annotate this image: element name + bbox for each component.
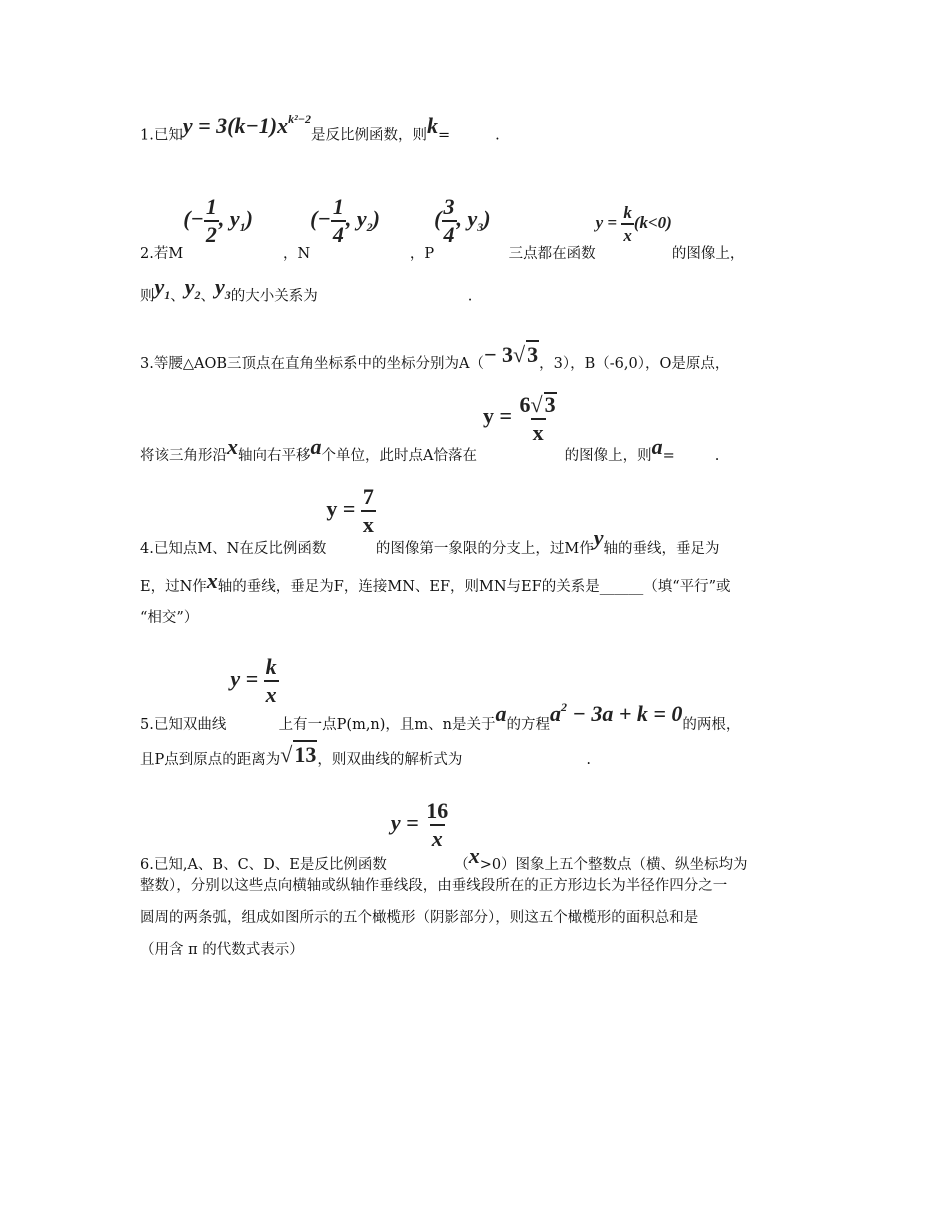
formula-a: a xyxy=(310,434,322,459)
formula-y-equals-k-over-x: y = $\frac{k}{x}$ (k<0) xyxy=(595,203,672,246)
question-5-text-e: 且P点到原点的距离为 xyxy=(140,752,281,768)
question-4-line-2 xyxy=(140,568,731,596)
question-2-text-d: 则 xyxy=(140,288,155,305)
question-2-text-c: 的图像上， xyxy=(671,246,745,263)
formula-y-equals-7-over-x: y = $\frac{7}{x}$ xyxy=(326,484,374,537)
question-2-sep-2: 、 xyxy=(200,288,216,305)
question-2-period: . xyxy=(467,288,473,305)
formula-point-n: (− $\frac{1}{4}$ , $y_2$) xyxy=(310,194,380,247)
question-2-line-2 xyxy=(140,274,472,306)
question-4-text-a: 4.已知点M、N在反比例函数 xyxy=(140,541,327,557)
question-5-text-a: 5.已知双曲线 xyxy=(140,717,227,733)
question-1-line xyxy=(140,112,500,145)
question-6-text-d: 整数），分别以这些点向横轴或纵轴作垂线段，由垂线段所在的正方形边长为半径作四分之一 xyxy=(140,878,728,894)
question-3-text-b: ，3），B（-6,0），O是原点， xyxy=(539,356,730,372)
formula-y-equals-16-over-x: y = $\frac{16}{x}$ xyxy=(390,798,449,851)
question-4-text-c: 轴的垂线，垂足为 xyxy=(603,541,720,557)
question-2-comma-p: ，P xyxy=(409,246,435,263)
question-5-text-c: 的方程 xyxy=(506,717,551,733)
question-5-text-b: 上有一点P(m,n)，且m、n是关于 xyxy=(278,717,496,733)
formula-sqrt-13: √13 xyxy=(280,742,317,767)
question-2-line-1 xyxy=(140,196,744,263)
question-1-text-b: 是反比例函数，则 xyxy=(311,127,428,144)
question-4-text-e: 轴的垂线，垂足为F，连接MN、EF，则MN与EF的关系是______（填“平行”或 xyxy=(217,579,731,595)
question-6-line-2 xyxy=(140,874,727,895)
question-1-text-a: 1.已知 xyxy=(140,127,183,144)
question-6-line-1 xyxy=(140,800,748,874)
formula-k: k xyxy=(427,112,439,138)
question-3-period: . xyxy=(714,448,720,464)
formula-x-axis: x xyxy=(206,568,218,593)
formula-y: y xyxy=(593,525,604,550)
question-3-text-d: 轴向右平移 xyxy=(238,448,311,464)
question-6-text-b: （ xyxy=(454,857,469,873)
formula-y3: $y_3$ xyxy=(215,274,231,302)
question-2-text-e: 的大小关系为 xyxy=(230,288,318,305)
question-3-text-f: 的图像上，则 xyxy=(564,448,652,464)
question-6-line-3 xyxy=(140,906,698,927)
question-5-period: . xyxy=(586,752,591,768)
question-3-equals: = xyxy=(662,448,675,464)
question-3-line-1 xyxy=(140,340,729,373)
formula-x: x xyxy=(227,434,238,459)
formula-y-equals-6-sqrt3-over-x: y = $\frac{6√3}{x}$ xyxy=(482,392,556,445)
question-4-text-f: “相交”） xyxy=(140,610,199,626)
question-5-line-1 xyxy=(140,656,740,734)
formula-y2: $y_2$ xyxy=(184,274,201,302)
question-3-text-a: 3.等腰△AOB三顶点在直角坐标系中的坐标分别为A（ xyxy=(140,356,484,372)
question-3-line-2 xyxy=(140,392,719,465)
formula-x-positive: x xyxy=(468,843,480,868)
question-6-text-a: 6.已知,A、B、C、D、E是反比例函数 xyxy=(140,857,387,873)
formula-y1: $y_1$ xyxy=(154,274,171,302)
formula-a-variable: a xyxy=(495,701,507,726)
formula-y-equals-3-k-minus-1-x-power: $y = 3(k-1)x^{k^2-2}$ xyxy=(182,112,312,138)
formula-quadratic: $a^2 - 3a + k = 0$ xyxy=(550,700,683,726)
question-1-period: . xyxy=(495,127,500,144)
formula-minus-3-sqrt-3: − 3√3 xyxy=(483,342,539,367)
question-6-text-c: >0）图象上五个整数点（横、纵坐标均为 xyxy=(479,857,748,873)
question-3-text-c: 将该三角形沿 xyxy=(140,448,227,464)
question-3-text-e: 个单位，此时点A恰落在 xyxy=(321,448,477,464)
formula-point-p: ( $\frac{3}{4}$ , $y_3$) xyxy=(434,194,491,247)
formula-y-equals-k-over-x-hyperbola: y = $\frac{k}{x}$ xyxy=(230,654,277,707)
question-5-line-2 xyxy=(140,740,591,769)
question-4-text-b: 的图像第一象限的分支上，过M作 xyxy=(375,541,594,557)
question-5-text-f: ，则双曲线的解析式为 xyxy=(317,752,463,768)
question-5-text-d: 的两根， xyxy=(682,717,741,733)
question-6-text-f: （用含 π 的代数式表示） xyxy=(140,942,304,958)
question-2-comma-n: ，N xyxy=(282,246,311,263)
formula-a-answer: a xyxy=(651,434,663,459)
question-4-text-d: E，过N作 xyxy=(140,579,207,595)
question-2-text-b: 三点都在函数 xyxy=(508,246,596,263)
question-1-equals: = xyxy=(438,127,451,144)
formula-point-m: (− $\frac{1}{2}$ , $y_1$) xyxy=(183,194,253,247)
question-2-sep-1: 、 xyxy=(170,288,185,305)
question-6-text-e: 圆周的两条弧，组成如图所示的五个橄榄形（阴影部分），则这五个橄榄形的面积总和是 xyxy=(140,910,699,926)
question-2-text-a: 2.若M xyxy=(140,246,184,263)
question-6-line-4 xyxy=(140,938,304,959)
question-4-line-3 xyxy=(140,606,198,627)
question-4-line-1 xyxy=(140,486,720,558)
